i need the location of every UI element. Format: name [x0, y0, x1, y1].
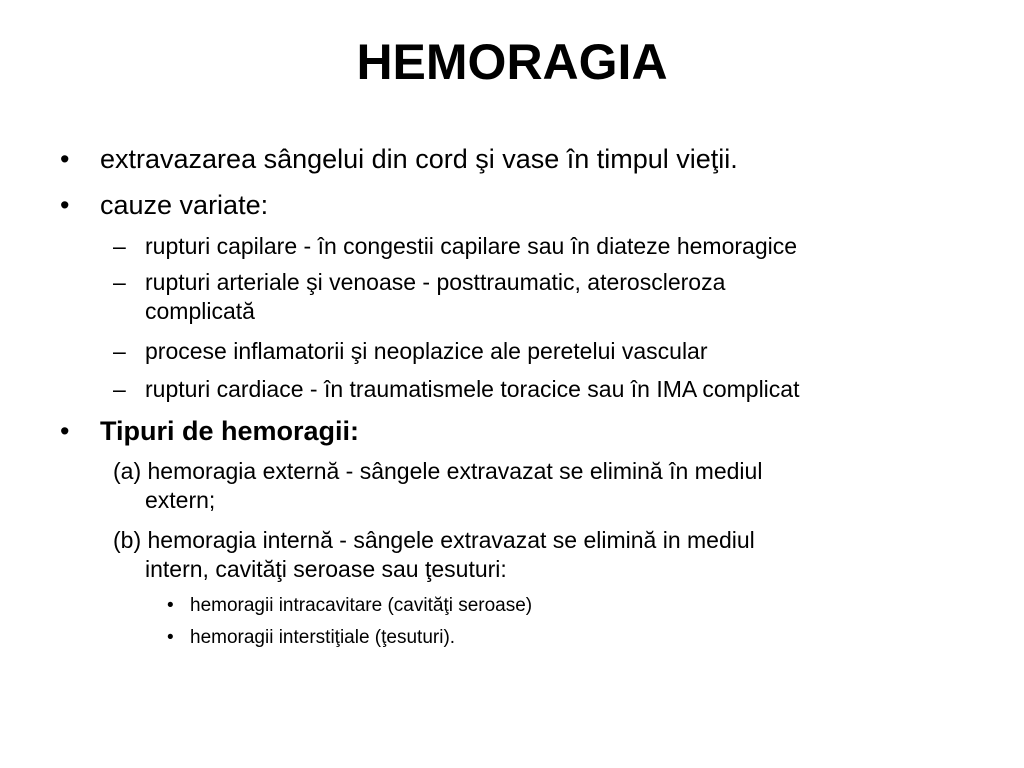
type-item-external: (a) hemoragia externă - sângele extravazat se elimină în mediul	[113, 458, 763, 484]
type-item-internal: (b) hemoragia internă - sângele extravazat se elimină in mediul	[113, 527, 755, 553]
sub-item-arterial-cont: complicată	[145, 298, 255, 324]
dash-icon: –	[113, 233, 126, 259]
dash-icon: –	[113, 269, 126, 295]
dash-icon: –	[113, 338, 126, 364]
bullet-icon: •	[60, 190, 70, 220]
bullet-icon: •	[167, 627, 174, 648]
sub-item-capillary: rupturi capilare - în congestii capilare sau în diateze hemoragice	[145, 233, 798, 259]
bullet-icon: •	[60, 144, 70, 174]
sub-item-inflammatory: procese inflamatorii şi neoplazice ale peretelui vascular	[145, 338, 708, 364]
bullet-item-causes: cauze variate:	[100, 190, 269, 220]
sub-sub-item-interstitial: hemoragii interstiţiale (ţesuturi).	[190, 627, 456, 648]
slide-title: HEMORAGIA	[356, 34, 668, 90]
dash-icon: –	[113, 376, 126, 402]
bullet-icon: •	[167, 595, 174, 616]
type-item-internal-cont: intern, cavităţi seroase sau ţesuturi:	[145, 556, 507, 582]
bullet-icon: •	[60, 416, 70, 446]
bullet-item-types-heading: Tipuri de hemoragii:	[100, 416, 360, 446]
bullet-item-definition: extravazarea sângelui din cord şi vase în timpul vieţii.	[100, 144, 738, 174]
type-item-external-cont: extern;	[145, 487, 216, 513]
sub-item-arterial: rupturi arteriale şi venoase - posttraumatic, ateroscleroza	[145, 269, 726, 295]
sub-sub-item-intracavitary: hemoragii intracavitare (cavităţi seroase)	[190, 595, 533, 616]
sub-item-cardiac: rupturi cardiace - în traumatismele toracice sau în IMA complicat	[145, 376, 800, 402]
